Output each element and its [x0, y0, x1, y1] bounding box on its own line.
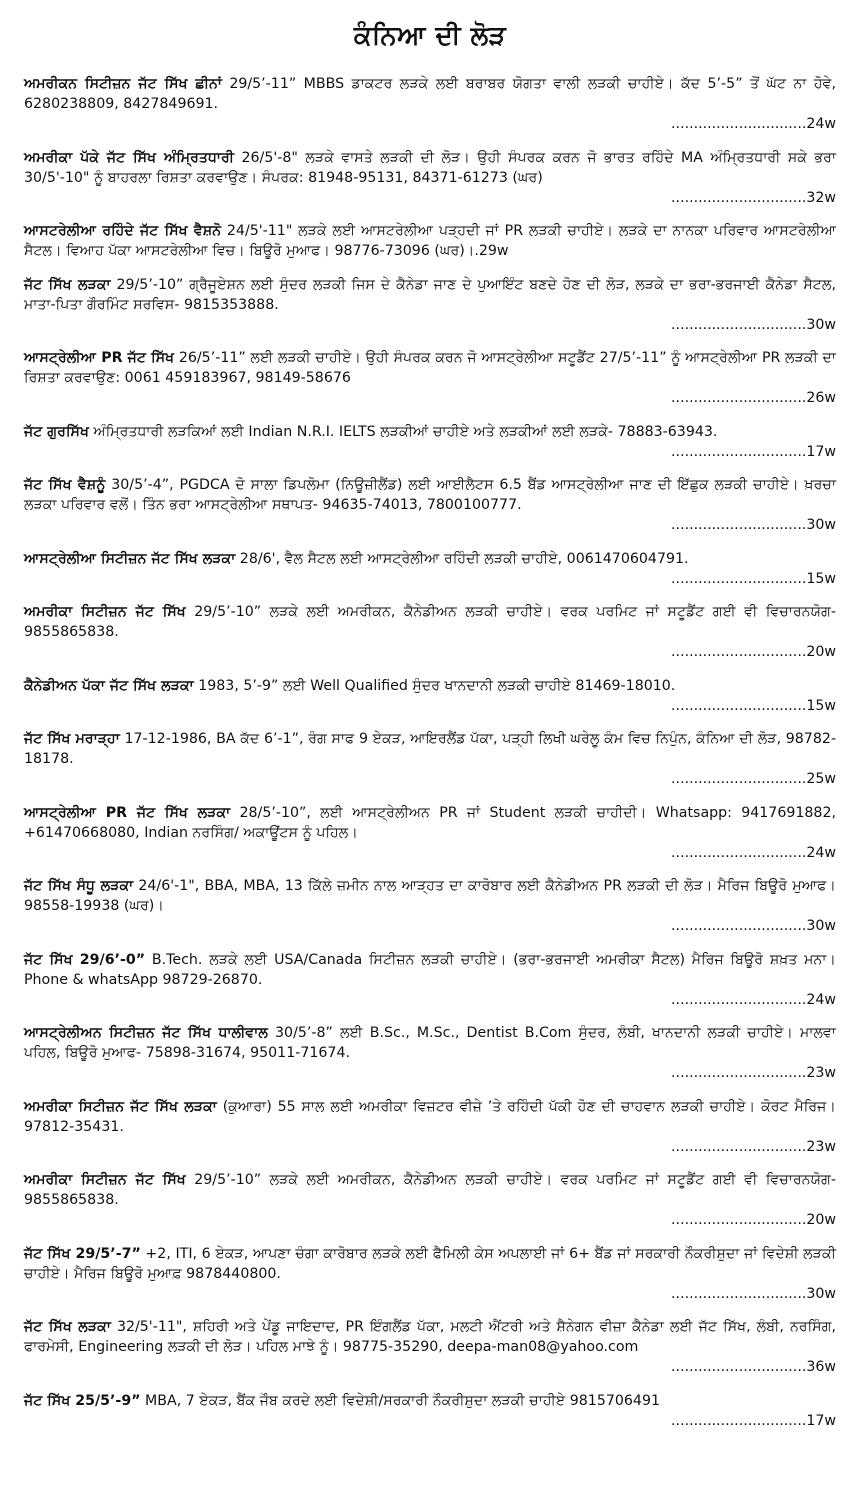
ad-lead: ਜੱਟ ਸਿੱਖ ਲੜਕਾ [24, 1319, 111, 1335]
ad-body: 24/6'-1", BBA, MBA, 13 ਕਿੱਲੇ ਜ਼ਮੀਨ ਨਾਲ ਆੜ੍ਹਤ ਦਾ ਕਾਰੋਬਾਰ ਲਈ ਕੈਨੇਡੀਅਨ PR ਲੜਕੀ ਦੀ ਲੋੜ। ਮੈਰਿਜ ਬਿਊਰੋ ਮੁਆਫ। 98558-19938 (ਘਰ)। [24, 878, 836, 914]
ad-body: (ਕੁਆਰਾ) 55 ਸਾਲ ਲਈ ਅਮਰੀਕਾ ਵਿਜ਼ਟਰ ਵੀਜ਼ੇ ’ਤੇ ਰਹਿੰਦੀ ਪੱਕੀ ਹੋਣ ਦੀ ਚਾਹਵਾਨ ਲੜਕੀ ਚਾਹੀਏ। ਕੋਰਟ ਮੈਰਿਜ। 97812-35431. [24, 1098, 836, 1135]
ad-tag: ..............................23w [671, 1065, 836, 1081]
ad-body: 26/5'-8" ਲੜਕੇ ਵਾਸਤੇ ਲੜਕੀ ਦੀ ਲੋੜ। ਉਹੀ ਸੰਪਰਕ ਕਰਨ ਜੋ ਭਾਰਤ ਰਹਿੰਦੇ MA ਅੰਮ੍ਰਿਤਧਾਰੀ ਸਕੇ ਭਰਾ 30/5'-10" ਨੂੰ ਬਾਹਰਲਾ ਰਿਸ਼ਤਾ ਕਰਵਾਉਣ। ਸੰਪਰਕ: 81948-95131, 84371-61273 (ਘਰ) [24, 149, 836, 186]
matrimonial-ad [24, 74, 836, 134]
matrimonial-ad [24, 1244, 836, 1304]
ad-body: ਅੰਮ੍ਰਿਤਧਾਰੀ ਲੜਕਿਆਂ ਲਈ Indian N.R.I. IELTS ਲੜਕੀਆਂ ਚਾਹੀਏ ਅਤੇ ਲੜਕੀਆਂ ਲਈ ਲੜਕੇ- 78883-63943. [88, 423, 718, 440]
ad-tag: ..............................30w [671, 517, 836, 533]
ad-lead: ਜੱਟ ਸਿੱਖ 29/6’-0” [24, 951, 146, 968]
ad-lead: ਆਸਟ੍ਰੇਲੀਆ ਸਿਟੀਜ਼ਨ ਜੱਟ ਸਿੱਖ ਲੜਕਾ [24, 550, 236, 567]
ad-lead: ਜੱਟ ਸਿੱਖ ਮਰਾੜ੍ਹਾ [24, 731, 120, 747]
ad-tag: ..............................17w [671, 1412, 836, 1429]
page-title: ਕੰਨਿਆ ਦੀ ਲੋੜ [353, 21, 507, 51]
ad-lead: ਆਸਟ੍ਰੇਲੀਆ PR ਜੱਟ ਸਿੱਖ [24, 350, 175, 366]
ad-lead: ਅਮਰੀਕਾ ਪੱਕੇ ਜੱਟ ਸਿੱਖ ਅੰਮ੍ਰਿਤਧਾਰੀ [24, 149, 235, 166]
ads-list [24, 74, 836, 1431]
ad-tag: ..............................23w [671, 1138, 836, 1155]
ad-tag: ..............................17w [671, 443, 836, 460]
ad-lead: ਜੱਟ ਸਿੱਖ ਸੰਧੂ ਲੜਕਾ [24, 878, 134, 894]
matrimonial-ad [24, 729, 836, 789]
ad-tag: ..............................30w [671, 1285, 836, 1302]
ad-tag: ..............................36w [671, 1359, 836, 1375]
ad-body: B.Tech. ਲੜਕੇ ਲਈ USA/Canada ਸਿਟੀਜ਼ਨ ਲੜਕੀ ਚਾਹੀਏ। (ਭਰਾ-ਭਰਜਾਈ ਅਮਰੀਕਾ ਸੈਟਲ) ਮੈਰਿਜ ਬਿਊਰੋ ਸ਼ਖ਼ਤ ਮਨਾ। Phone & whatsApp 98729-26870. [24, 951, 836, 988]
matrimonial-ad [24, 1023, 836, 1083]
matrimonial-ad [24, 602, 836, 662]
matrimonial-ad [24, 275, 836, 335]
ad-tag: ..............................15w [671, 697, 836, 714]
ad-body: 24/5'-11" ਲੜਕੇ ਲਈ ਆਸਟਰੇਲੀਆ ਪੜ੍ਹਦੀ ਜਾਂ PR ਲੜਕੀ ਚਾਹੀਏ। ਲੜਕੇ ਦਾ ਨਾਨਕਾ ਪਰਿਵਾਰ ਆਸਟਰੇਲੀਆ ਸੈਟਲ। ਵਿਆਹ ਪੱਕਾ ਆਸਟਰੇਲੀਆ ਵਿਚ। ਬਿਊਰੋ ਮੁਆਫ। 98776-73096 (ਘਰ)।.29w [24, 223, 837, 259]
matrimonial-ad [24, 1170, 836, 1230]
matrimonial-ad [24, 221, 836, 261]
ad-body: 29/5’-10” ਲੜਕੇ ਲਈ ਅਮਰੀਕਨ, ਕੈਨੇਡੀਅਨ ਲੜਕੀ ਚਾਹੀਏ। ਵਰਕ ਪਰਮਿਟ ਜਾਂ ਸਟੂਡੈਂਟ ਗਈ ਵੀ ਵਿਚਾਰਨਯੋਗ- 9855865838. [24, 1172, 837, 1208]
ad-lead: ਅਮਰੀਕਾ ਸਿਟੀਜ਼ਨ ਜੱਟ ਸਿੱਖ [24, 604, 186, 620]
ad-tag: ..............................30w [671, 316, 836, 333]
matrimonial-ad [24, 348, 836, 408]
ad-tag: ..............................15w [671, 570, 836, 587]
ad-lead: ਜੱਟ ਸਿੱਖ ਵੈਸ਼ਨੂੰ [24, 477, 106, 493]
ad-body: 28/5’-10”, ਲਈ ਆਸਟ੍ਰੇਲੀਅਨ PR ਜਾਂ Student ਲੜਕੀ ਚਾਹੀਦੀ। Whatsapp: 9417691882, +61470668080, Indian ਨਰਸਿੰਗ/ ਅਕਾਊਂਟਸ ਨੂੰ ਪਹਿਲ। [24, 804, 836, 841]
ad-lead: ਕੈਨੇਡੀਅਨ ਪੱਕਾ ਜੱਟ ਸਿੱਖ ਲੜਕਾ [24, 677, 194, 694]
ad-tag: ..............................26w [671, 390, 836, 406]
ad-body: 26/5’-11” ਲਈ ਲੜਕੀ ਚਾਹੀਏ। ਉਹੀ ਸੰਪਰਕ ਕਰਨ ਜੋ ਆਸਟ੍ਰੇਲੀਆ ਸਟੂਡੈਂਟ 27/5’-11” ਨੂੰ ਆਸਟ੍ਰੇਲੀਆ PR ਲੜਕੀ ਦਾ ਰਿਸ਼ਤਾ ਕਰਵਾਉਣ: 0061 459183967, 98149-58676 [24, 350, 836, 386]
ad-lead: ਆਸਟ੍ਰੇਲੀਆ PR ਜੱਟ ਸਿੱਖ ਲੜਕਾ [24, 804, 231, 821]
ad-body: 29/5’-10” ਗ੍ਰੈਜੂਏਸ਼ਨ ਲਈ ਸੁੰਦਰ ਲੜਕੀ ਜਿਸ ਦੇ ਕੈਨੇਡਾ ਜਾਣ ਦੇ ਪੁਆਇੰਟ ਬਣਦੇ ਹੋਣ ਦੀ ਲੋੜ, ਲੜਕੇ ਦਾ ਭਰਾ-ਭਰਜਾਈ ਕੈਨੇਡਾ ਸੈਟਲ, ਮਾਤਾ-ਪਿਤਾ ਗੌਰਮਿੰਟ ਸਰਵਿਸ- 9815353888. [24, 276, 837, 313]
matrimonial-ad [24, 876, 836, 936]
ad-lead: ਜੱਟ ਗੁਰਸਿੱਖ [24, 423, 89, 440]
matrimonial-ad [24, 475, 836, 535]
matrimonial-ad [24, 1391, 836, 1431]
ad-lead: ਅਮਰੀਕਾ ਸਿਟੀਜ਼ਨ ਜੱਟ ਸਿੱਖ [24, 1172, 186, 1188]
ad-tag: ..............................24w [671, 844, 836, 861]
ad-tag: ..............................30w [671, 918, 836, 934]
ad-body: 29/5’-10” ਲੜਕੇ ਲਈ ਅਮਰੀਕਨ, ਕੈਨੇਡੀਅਨ ਲੜਕੀ ਚਾਹੀਏ। ਵਰਕ ਪਰਮਿਟ ਜਾਂ ਸਟੂਡੈਂਟ ਗਈ ਵੀ ਵਿਚਾਰਨਯੋਗ- 9855865838. [24, 604, 837, 640]
matrimonial-ad [24, 422, 836, 462]
ad-lead: ਜੱਟ ਸਿੱਖ 25/5’-9” [24, 1392, 141, 1409]
ad-tag: ..............................32w [671, 189, 836, 206]
ad-tag: ..............................24w [671, 991, 836, 1008]
ad-body: 30/5’-8” ਲਈ B.Sc., M.Sc., Dentist B.Com ਸੁੰਦਰ, ਲੰਬੀ, ਖਾਨਦਾਨੀ ਲੜਕੀ ਚਾਹੀਏ। ਮਾਲਵਾ ਪਹਿਲ, ਬਿਊਰੋ ਮੁਆਫ- 75898-31674, 95011-71674. [24, 1025, 836, 1061]
ad-tag: ..............................25w [671, 771, 836, 787]
ad-lead: ਜੱਟ ਸਿੱਖ ਲੜਕਾ [24, 276, 111, 293]
ad-body: 17-12-1986, BA ਕੱਦ 6’-1”, ਰੰਗ ਸਾਫ 9 ਏਕੜ, ਆਇਰਲੈਂਡ ਪੱਕਾ, ਪੜ੍ਹੀ ਲਿਖੀ ਘਰੇਲੂ ਕੰਮ ਵਿਚ ਨਿਪੁੰਨ, ਕੰਨਿਆ ਦੀ ਲੋੜ, 98782-18178. [24, 731, 836, 767]
matrimonial-ad [24, 676, 836, 716]
ad-tag: ..............................20w [671, 644, 836, 660]
ad-lead: ਅਮਰੀਕਾ ਸਿਟੀਜ਼ਨ ਜੱਟ ਸਿੱਖ ਲੜਕਾ [24, 1098, 217, 1115]
ad-lead: ਆਸਟਰੇਲੀਆ ਰਹਿੰਦੇ ਜੱਟ ਸਿੱਖ ਵੈਸ਼ਨੋ [24, 223, 222, 239]
ad-body: MBA, 7 ਏਕੜ, ਬੈਂਕ ਜੌਬ ਕਰਦੇ ਲਈ ਵਿਦੇਸ਼ੀ/ਸਰਕਾਰੀ ਨੌਕਰੀਸ਼ੁਦਾ ਲੜਕੀ ਚਾਹੀਏ 9815706491 [140, 1392, 661, 1409]
ad-lead: ਜੱਟ ਸਿੱਖ 29/5’-7” [24, 1245, 141, 1262]
ad-tag: ..............................24w [671, 116, 836, 132]
matrimonial-ad [24, 803, 836, 863]
matrimonial-ad [24, 148, 836, 208]
ad-body: +2, ITI, 6 ਏਕੜ, ਆਪਣਾ ਚੰਗਾ ਕਾਰੋਬਾਰ ਲੜਕੇ ਲਈ ਫੈਮਿਲੀ ਕੇਸ ਅਪਲਾਈ ਜਾਂ 6+ ਬੈਂਡ ਜਾਂ ਸਰਕਾਰੀ ਨੌਕਰੀਸ਼ੁਦਾ ਜਾਂ ਵਿਦੇਸ਼ੀ ਲੜਕੀ ਚਾਹੀਏ। ਮੈਰਿਜ ਬਿਊਰੋ ਮੁਆਫ਼ 9878440800. [24, 1245, 836, 1282]
ad-lead: ਅਮਰੀਕਨ ਸਿਟੀਜ਼ਨ ਜੱਟ ਸਿੱਖ ਛੀਨਾਂ [24, 76, 222, 92]
ad-body: 30/5’-4”, PGDCA ਦੋ ਸਾਲਾ ਡਿਪਲੋਮਾ (ਨਿਊਜ਼ੀਲੈਂਡ) ਲਈ ਆਈਲੈਟਸ 6.5 ਬੈਂਡ ਆਸਟ੍ਰੇਲੀਆ ਜਾਣ ਦੀ ਇੱਛੁਕ ਲੜਕੀ ਚਾਹੀਏ। ਖ਼ਰਚਾ ਲੜਕਾ ਪਰਿਵਾਰ ਵਲੋਂ। ਤਿੰਨ ਭਰਾ ਆਸਟ੍ਰੇਲੀਆ ਸਥਾਪਤ- 94635-74013, 7800100777. [24, 477, 836, 513]
ad-tag: ..............................20w [671, 1212, 836, 1228]
ad-body: 29/5’-11” MBBS ਡਾਕਟਰ ਲੜਕੇ ਲਈ ਬਰਾਬਰ ਯੋਗਤਾ ਵਾਲੀ ਲੜਕੀ ਚਾਹੀਏ। ਕੱਦ 5’-5” ਤੋਂ ਘੱਟ ਨਾ ਹੋਵੇ, 6280238809, 8427849691. [24, 76, 836, 112]
matrimonial-ad [24, 1317, 836, 1377]
ad-lead: ਆਸਟ੍ਰੇਲੀਅਨ ਸਿਟੀਜ਼ਨ ਜੱਟ ਸਿੱਖ ਧਾਲੀਵਾਲ [24, 1025, 268, 1041]
matrimonial-ad [24, 1097, 836, 1157]
ad-body: 28/6', ਵੈਲ ਸੈਟਲ ਲਈ ਆਸਟ੍ਰੇਲੀਆ ਰਹਿੰਦੀ ਲੜਕੀ ਚਾਹੀਏ, 0061470604791. [235, 550, 689, 567]
matrimonial-ad [24, 950, 836, 1010]
ad-body: 32/5'-11", ਸ਼ਹਿਰੀ ਅਤੇ ਪੇਂਡੂ ਜਾਇਦਾਦ, PR ਇੰਗਲੈਂਡ ਪੱਕਾ, ਮਲਟੀ ਐਂਟਰੀ ਅਤੇ ਸ਼ੈਨੇਗਨ ਵੀਜ਼ਾ ਕੈਨੇਡਾ ਲਈ ਜੱਟ ਸਿੱਖ, ਲੰਬੀ, ਨਰਸਿੰਗ, ਫਾਰਮੇਸੀ, Engineering ਲੜਕੀ ਦੀ ਲੋੜ। ਪਹਿਲ ਮਾਝੇ ਨੂੰ। 98775-35290, deepa-man08@yahoo.com [24, 1319, 837, 1355]
ad-body: 1983, 5’-9” ਲਈ Well Qualified ਸੁੰਦਰ ਖਾਨਦਾਨੀ ਲੜਕੀ ਚਾਹੀਏ 81469-18010. [193, 677, 676, 694]
matrimonial-ad [24, 549, 836, 589]
